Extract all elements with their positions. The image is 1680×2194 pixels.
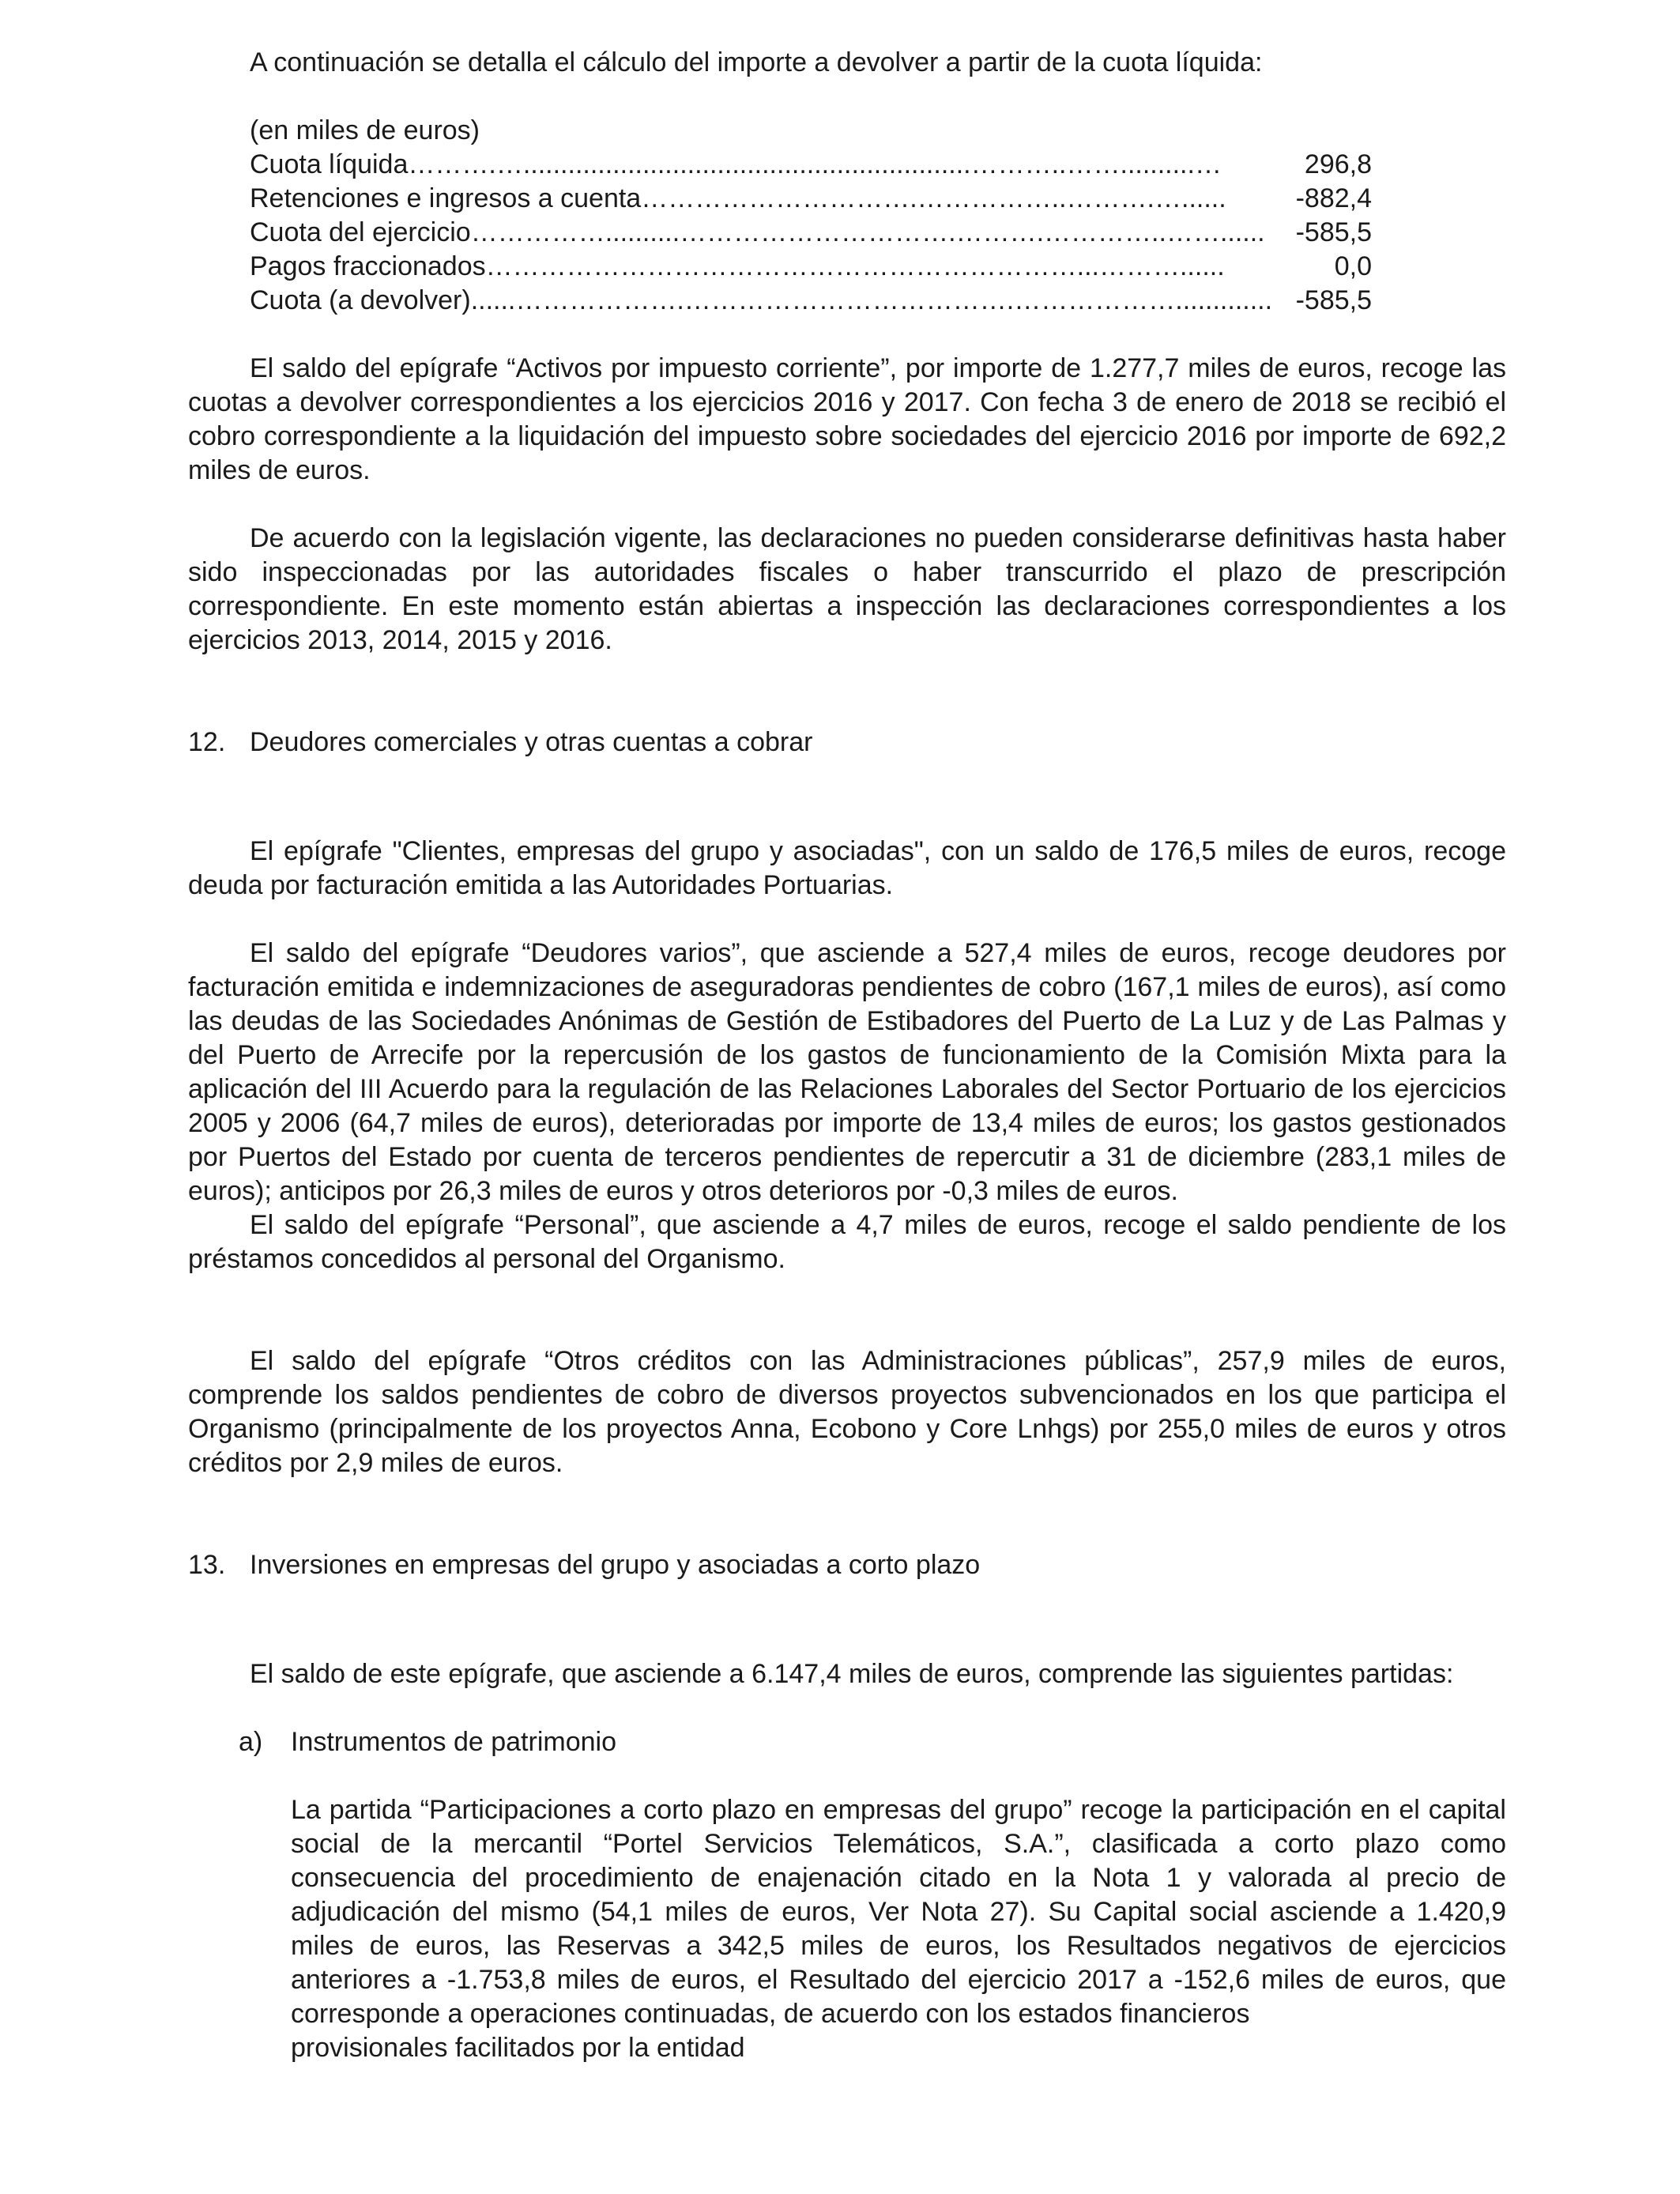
calc-value: -882,4: [1295, 183, 1372, 213]
units-note: (en miles de euros): [250, 115, 480, 145]
calc-label: Cuota (a devolver): [250, 285, 471, 315]
section-title: Inversiones en empresas del grupo y asociadas a corto plazo: [250, 1550, 981, 1580]
paragraph-legislacion: De acuerdo con la legislación vigente, las declaraciones no pueden considerarse definitivas hasta haber sido inspeccionadas por las autoridades fiscales o haber transcurrido el plazo de prescripción correspondiente. En este momento están abiertas a inspección las declaraciones correspondientes a los ejercicios 2013, 2014, 2015 y 2016.: [188, 523, 1506, 655]
calc-leader: ………………………….……………..……….…......: [641, 183, 1226, 213]
calc-leader: ……………..........………………………….……….…………..……......: [470, 217, 1265, 247]
subsection-title: Instrumentos de patrimonio: [291, 1727, 616, 1757]
paragraph-activos: El saldo del epígrafe “Activos por impuesto corriente”, por importe de 1.277,7 miles de euros, recoge las cuotas a devolver correspondientes a los ejercicios 2016 y 2017. Con fecha 3 de enero de 2018 se recibió el cobro correspondiente a la liquidación del impuesto sobre sociedades del ejercicio 2016 por importe de 692,2 miles de euros.: [188, 353, 1506, 485]
calc-row: [250, 284, 1372, 318]
paragraph-otros-creditos: El saldo del epígrafe “Otros créditos con las Administraciones públicas”, 257,9 miles de euros, comprende los saldos pendientes de cobro de diversos proyectos subvencionados en los que participa el Organismo (principalmente de los proyectos Anna, Ecobono y Core Lnhgs) por 255,0 miles de euros y otros créditos por 2,9 miles de euros.: [188, 1346, 1506, 1478]
subsection-letter: a): [239, 1727, 263, 1757]
section-title: Deudores comerciales y otras cuentas a cobrar: [250, 727, 813, 757]
calc-leader: …………………………………………………………...………......: [485, 251, 1225, 281]
calc-value: -585,5: [1295, 285, 1372, 315]
calc-label: Cuota líquida: [250, 149, 409, 179]
section-12-heading: [188, 726, 1506, 760]
calc-table: [188, 114, 1372, 318]
section-13-heading: [188, 1548, 1506, 1582]
calc-row: [250, 216, 1372, 250]
section-number: 13.: [188, 1550, 226, 1580]
calc-row: [250, 148, 1372, 182]
paragraph-saldo-epigrafe: El saldo de este epígrafe, que asciende a 6.147,4 miles de euros, comprende las siguientes partidas:: [250, 1659, 1454, 1689]
calc-label: Retenciones e ingresos a cuenta: [250, 183, 642, 213]
calc-value: 296,8: [1304, 149, 1372, 179]
paragraph-participaciones-end: provisionales facilitados por la entidad: [291, 2033, 745, 2063]
subsection-a-heading: [188, 1725, 1506, 1759]
paragraph-participaciones: La partida “Participaciones a corto plazo en empresas del grupo” recoge la participación en el capital social de la mercantil “Portel Servicios Telemáticos, S.A.”, clasificada a corto plazo como consecuencia del procedimiento de enajenación citado en la Nota 1 y valorada al precio de adjudicación del mismo (54,1 miles de euros, Ver Nota 27). Su Capital social asciende a 1.420,9 miles de euros, las Reservas a 342,5 miles de euros, los Resultados negativos de ejercicios anteriores a -1.753,8 miles de euros, el Resultado del ejercicio 2017 a -152,6 miles de euros, que corresponde a operaciones continuadas, de acuerdo con los estados financieros: [291, 1795, 1506, 2029]
paragraph-clientes: El epígrafe "Clientes, empresas del grupo y asociadas", con un saldo de 176,5 miles de euros, recoge deuda por facturación emitida a las Autoridades Portuarias.: [188, 836, 1506, 900]
paragraph-personal: El saldo del epígrafe “Personal”, que asciende a 4,7 miles de euros, recoge el saldo pendiente de los préstamos concedidos al personal del Organismo.: [188, 1210, 1506, 1274]
calc-row: [250, 250, 1372, 284]
subsection-a-body: [188, 1793, 1506, 2065]
paragraph-deudores: El saldo del epígrafe “Deudores varios”, que asciende a 527,4 miles de euros, recoge deudores por facturación emitida e indemnizaciones de aseguradoras pendientes de cobro (167,1 miles de euros), así como las deudas de las Sociedades Anónimas de Gestión de Estibadores del Puerto de La Luz y de Las Palmas y del Puerto de Arrecife por la repercusión de los gastos de funcionamiento de la Comisión Mixta para la aplicación del III Acuerdo para la regulación de las Relaciones Laborales del Sector Portuario de los ejercicios 2005 y 2006 (64,7 miles de euros), deterioradas por importe de 13,4 miles de euros; los gastos gestionados por Puertos del Estado por cuenta de terceros pendientes de repercutir a 31 de diciembre (283,1 miles de euros); anticipos por 26,3 miles de euros y otros deterioros por -0,3 miles de euros.: [188, 938, 1506, 1206]
calc-leader: ……….…............................................................………..……..........…: [408, 149, 1222, 179]
section-number: 12.: [188, 727, 226, 757]
calc-label: Pagos fraccionados: [250, 251, 486, 281]
document-page: [188, 46, 1506, 2065]
intro-text: A continuación se detalla el cálculo del importe a devolver a partir de la cuota líquida:: [250, 47, 1263, 77]
calc-leader: ......……………….……………………………….……………….............: [470, 285, 1273, 315]
calc-row: [250, 182, 1372, 216]
calc-label: Cuota del ejercicio: [250, 217, 471, 247]
calc-value: -585,5: [1295, 217, 1372, 247]
calc-value: 0,0: [1334, 251, 1372, 281]
